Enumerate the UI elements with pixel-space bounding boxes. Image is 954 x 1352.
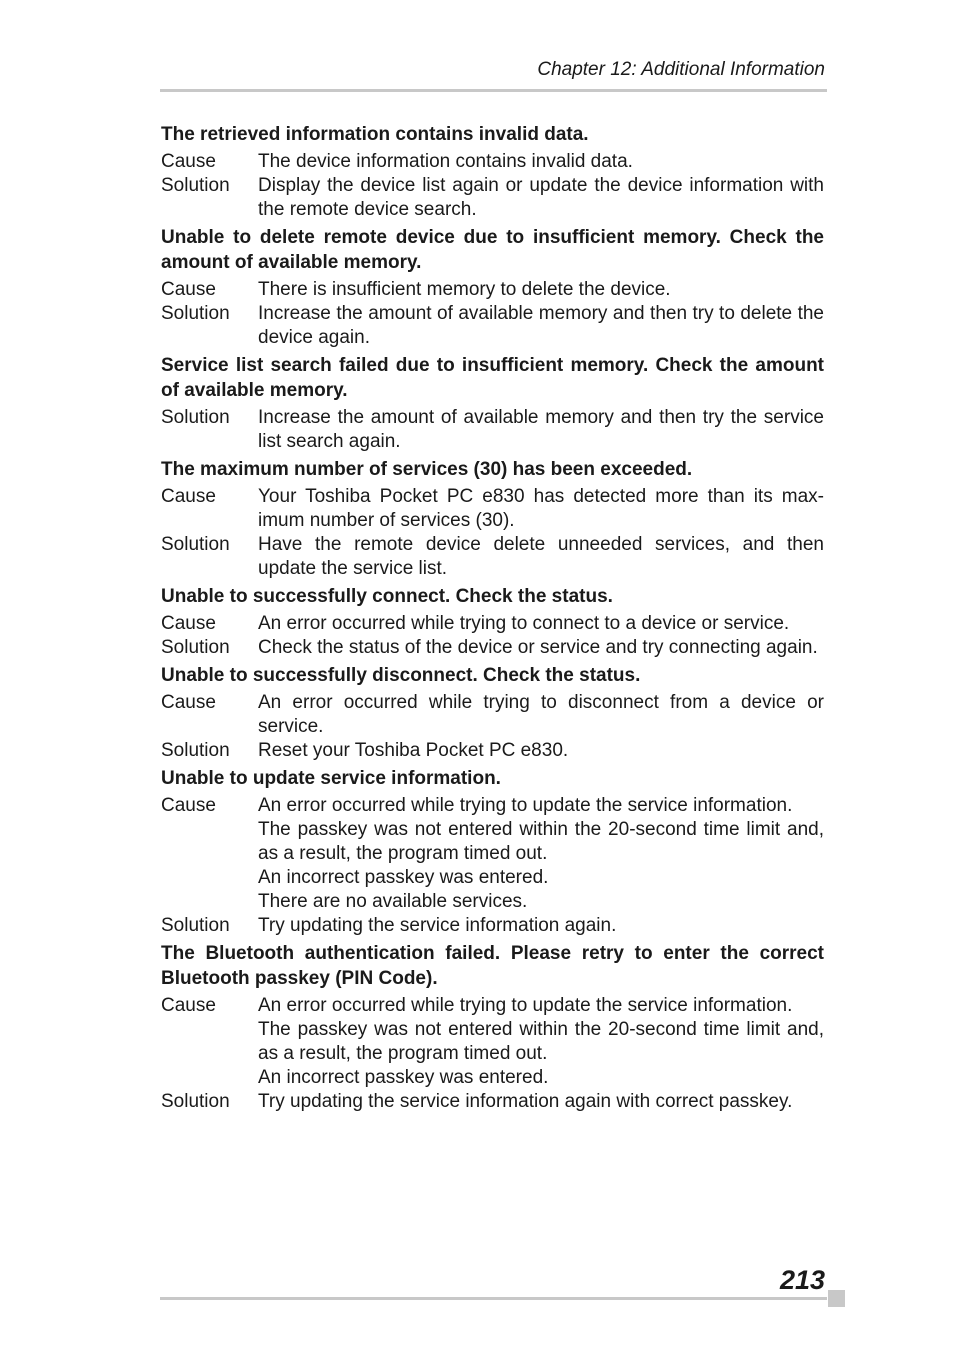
row-label: Solution [161, 740, 230, 761]
row-text: An error occurred while trying to update the service information. [258, 795, 793, 816]
error-message-heading: The maximum number of services (30) has been exceeded. [161, 459, 693, 480]
row-texts [258, 612, 824, 636]
message-section [161, 766, 824, 938]
footer-divider [160, 1297, 827, 1300]
chapter-header: Chapter 12: Additional Information [537, 59, 825, 80]
row-text: Have the remote device delete unneeded services, and then update the service list. [258, 534, 824, 579]
row-texts [258, 150, 824, 174]
error-message-heading: The retrieved information contains invalid data. [161, 124, 589, 145]
message-section [161, 353, 824, 454]
row-texts [258, 794, 824, 914]
row-text: Display the device list again or update the device information with the remote device search. [258, 175, 824, 220]
definition-row [161, 302, 824, 350]
row-text: Try updating the service information again with correct passkey. [258, 1091, 793, 1112]
row-texts [258, 994, 824, 1090]
row-text: Your Toshiba Pocket PC e830 has detected more than its maximum number of services (30). [258, 486, 824, 531]
definition-row [161, 739, 824, 763]
row-text: An error occurred while trying to connect to a device or service. [258, 613, 790, 634]
message-section [161, 225, 824, 350]
message-section [161, 584, 824, 660]
row-label: Cause [161, 795, 216, 816]
row-label: Cause [161, 692, 216, 713]
error-message-heading: Service list search failed due to insufficient memory. Check the amount of available memory. [161, 355, 824, 401]
row-texts [258, 174, 824, 222]
page-number: 213 [779, 1265, 825, 1295]
footer-marker [828, 1290, 845, 1307]
row-text: An incorrect passkey was entered. [258, 867, 549, 888]
error-message-heading: Unable to successfully disconnect. Check the status. [161, 665, 641, 686]
row-label: Cause [161, 486, 216, 507]
definition-row [161, 1090, 824, 1114]
row-texts [258, 485, 824, 533]
row-texts [258, 302, 824, 350]
row-text: There is insufficient memory to delete the device. [258, 279, 671, 300]
row-label: Solution [161, 407, 230, 428]
row-label: Cause [161, 613, 216, 634]
row-label: Cause [161, 995, 216, 1016]
row-label: Solution [161, 303, 230, 324]
definition-row [161, 691, 824, 739]
row-label: Solution [161, 915, 230, 936]
definition-row [161, 150, 824, 174]
definition-row [161, 485, 824, 533]
row-texts [258, 914, 824, 938]
row-text: The passkey was not entered within the 20-second time limit and, as a result, the program timed out. [258, 819, 824, 864]
row-text: There are no available services. [258, 891, 528, 912]
row-label: Solution [161, 637, 230, 658]
row-texts [258, 406, 824, 454]
row-label: Solution [161, 175, 230, 196]
troubleshooting-content [161, 122, 824, 1117]
row-text: The device information contains invalid data. [258, 151, 633, 172]
message-section [161, 663, 824, 763]
row-texts [258, 691, 824, 739]
definition-row [161, 794, 824, 914]
row-text: Increase the amount of available memory and then try the service list search again. [258, 407, 824, 452]
error-message-heading: The Bluetooth authentication failed. Please retry to enter the correct Bluetooth passkey (PIN Code). [161, 943, 824, 989]
row-text: Increase the amount of available memory and then try to delete the device again. [258, 303, 824, 348]
error-message-heading: Unable to update service information. [161, 768, 501, 789]
row-texts [258, 739, 824, 763]
row-text: An error occurred while trying to disconnect from a device or service. [258, 692, 824, 737]
message-section [161, 457, 824, 581]
definition-row [161, 994, 824, 1090]
row-label: Solution [161, 534, 230, 555]
row-text: The passkey was not entered within the 20-second time limit and, as a result, the program timed out. [258, 1019, 824, 1064]
definition-row [161, 406, 824, 454]
definition-row [161, 533, 824, 581]
row-texts [258, 636, 824, 660]
message-section [161, 941, 824, 1114]
row-text: An error occurred while trying to update the service information. [258, 995, 793, 1016]
row-texts [258, 278, 824, 302]
definition-row [161, 914, 824, 938]
message-section [161, 122, 824, 222]
row-text: Reset your Toshiba Pocket PC e830. [258, 740, 569, 761]
row-texts [258, 1090, 824, 1114]
row-text: Check the status of the device or service and try connecting again. [258, 637, 818, 658]
row-label: Cause [161, 151, 216, 172]
row-texts [258, 533, 824, 581]
row-label: Solution [161, 1091, 230, 1112]
row-label: Cause [161, 279, 216, 300]
definition-row [161, 612, 824, 636]
error-message-heading: Unable to delete remote device due to insufficient memory. Check the amount of available memory. [161, 227, 824, 273]
definition-row [161, 174, 824, 222]
row-text: An incorrect passkey was entered. [258, 1067, 549, 1088]
error-message-heading: Unable to successfully connect. Check the status. [161, 586, 613, 607]
header-divider [160, 89, 827, 92]
definition-row [161, 278, 824, 302]
definition-row [161, 636, 824, 660]
row-text: Try updating the service information again. [258, 915, 617, 936]
